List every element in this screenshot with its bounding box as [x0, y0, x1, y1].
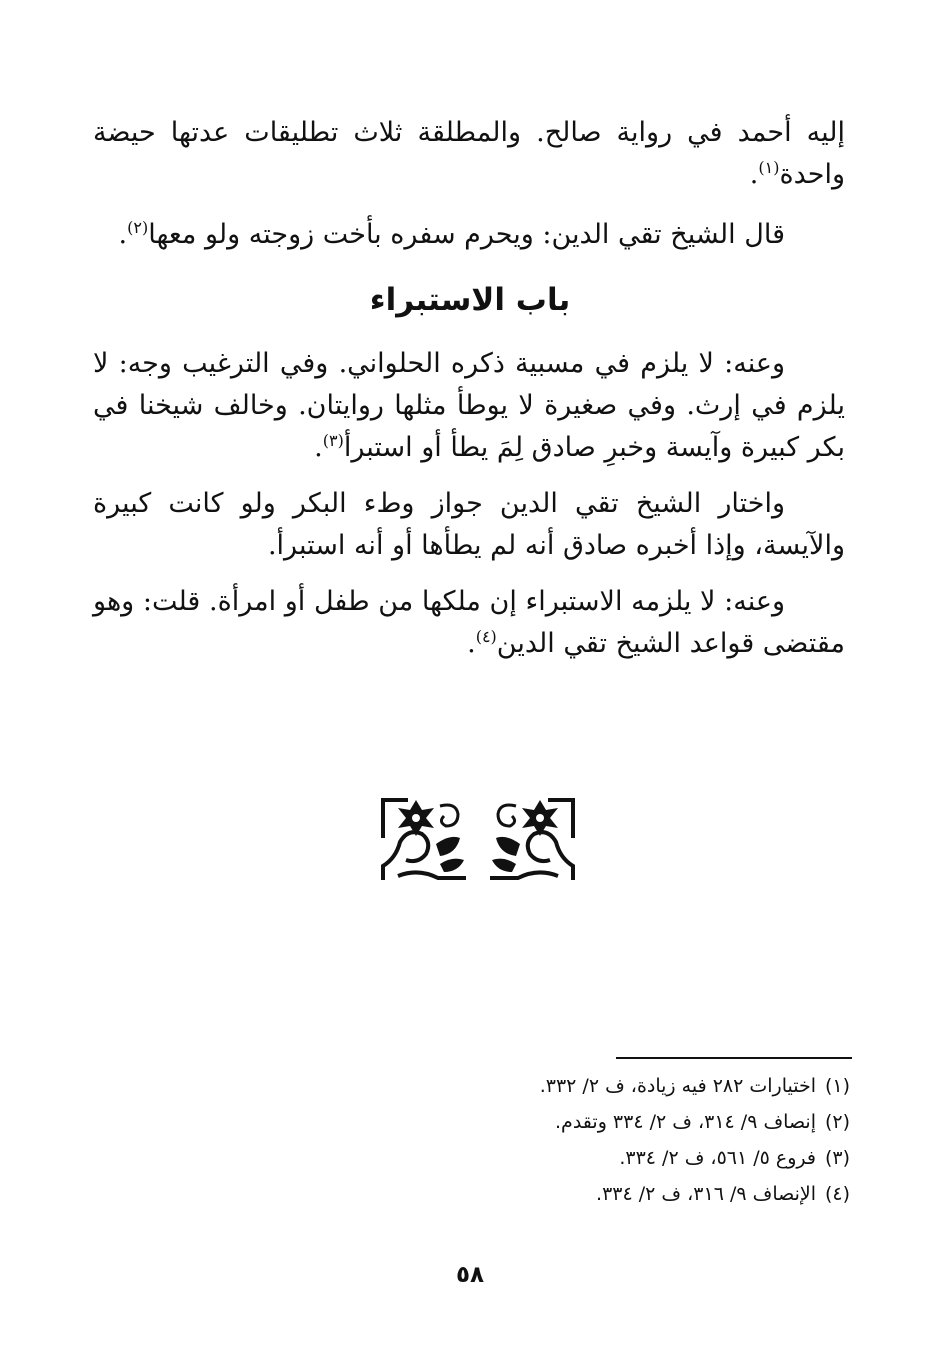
paragraph-istibra-1: وعنه: لا يلزم في مسبية ذكره الحلواني. وفي الترغيب وجه: لا يلزم في إرث. وفي صغيرة لا يوطأ مثلها روايتان. وخالف شيخنا في بكر كبيرة وآيسة وخبرِ صادق لِمَ يطأ أو استبرأ$^{(٣)}$. [93, 348, 845, 463]
section-heading: باب الاستبراء [369, 282, 571, 318]
paragraph-continuation: إليه أحمد في رواية صالح. والمطلقة ثلاث تطليقات عدتها حيضة واحدة$^{(١)}$. [93, 117, 845, 190]
footnote-separator [616, 1057, 852, 1059]
footnote-ref-1: (١) [758, 158, 780, 177]
footnote-ref-4: (٤) [475, 627, 497, 646]
paragraph-shaykh-travel: قال الشيخ تقي الدين: ويحرم سفره بأخت زوجته ولو معها$^{(٢)}$. [118, 218, 785, 250]
footnotes [350, 1068, 850, 1212]
page-number: ٥٨ [455, 1262, 485, 1288]
section-body [93, 343, 845, 665]
footnote-ref-2: (٢) [127, 218, 149, 237]
top-text [93, 112, 845, 256]
footnote-ref-3: (٣) [322, 431, 344, 450]
paragraph-istibra-2: واختار الشيخ تقي الدين جواز وطء البكر ولو كانت كبيرة والآيسة، وإذا أخبره صادق أنه لم يطأها أو أنه استبرأ. [93, 488, 845, 561]
footnote-item: (٤)الإنصاف ٩/ ٣١٦، ف ٢/ ٣٣٤. [596, 1183, 850, 1205]
floral-ornament-icon [378, 798, 578, 882]
footnote-item: (٢)إنصاف ٩/ ٣١٤، ف ٢/ ٣٣٤ وتقدم. [555, 1111, 850, 1133]
footnote-item: (٣)فروع ٥/ ٥٦١، ف ٢/ ٣٣٤. [619, 1147, 850, 1169]
paragraph-istibra-3: وعنه: لا يلزمه الاستبراء إن ملكها من طفل أو امرأة. قلت: وهو مقتضى قواعد الشيخ تقي الدين$^{(٤)}$. [93, 586, 845, 659]
footnote-item: (١)اختيارات ٢٨٢ فيه زيادة، ف ٢/ ٣٣٢. [539, 1075, 850, 1097]
